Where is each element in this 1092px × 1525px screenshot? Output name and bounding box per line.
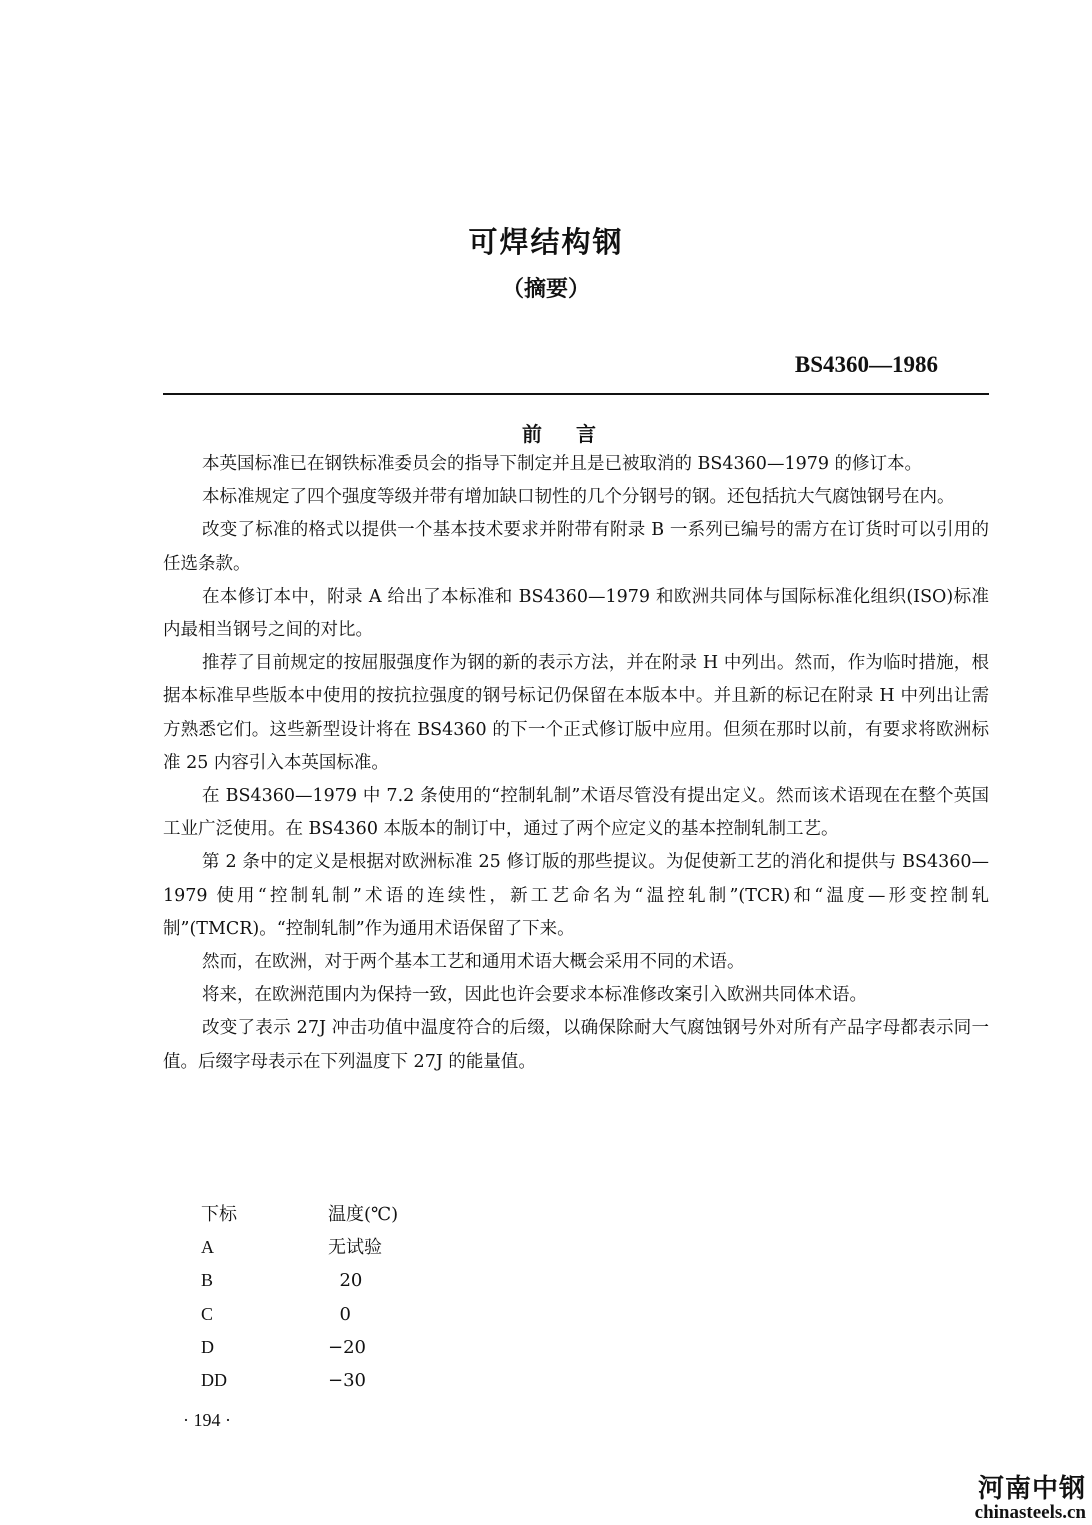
cell-temperature: −30 (328, 1369, 366, 1391)
watermark-url: chinasteels.cn (974, 1502, 1086, 1523)
paragraph: 第 2 条中的定义是根据对欧洲标准 25 修订版的那些提议。为促使新工艺的消化和提供与 BS4360—1979 使用“控制轧制”术语的连续性，新工艺命名为“温控轧制”(TCR)和“温度—形变控制轧制”(TMCR)。“控制轧制”作为通用术语保留了下来。 (163, 852, 989, 939)
table-row (201, 1231, 468, 1264)
watermark (975, 1475, 1086, 1523)
cell-subscript: D (201, 1336, 214, 1357)
cell-subscript: A (201, 1237, 214, 1258)
table-row (201, 1264, 468, 1297)
paragraph: 改变了表示 27J 冲击功值中温度符合的后缀，以确保除耐大气腐蚀钢号外对所有产品字母都表示同一值。后缀字母表示在下列温度下 27J 的能量值。 (163, 1018, 989, 1072)
page-number: · 194 · (183, 1410, 231, 1430)
watermark-name: 河南中钢 (977, 1474, 1086, 1504)
paragraph: 在本修订本中，附录 A 给出了本标准和 BS4360—1979 和欧洲共同体与国际标准化组织(ISO)标准内最相当钢号之间的对比。 (163, 586, 989, 641)
section-heading: 前言 (522, 422, 630, 446)
paragraph: 将来，在欧洲范围内为保持一致，因此也许会要求本标准修改案引入欧洲共同体术语。 (202, 985, 867, 1006)
cell-temperature: −20 (328, 1336, 366, 1358)
cell-subscript: B (201, 1270, 214, 1291)
table-row (201, 1298, 468, 1331)
cell-subscript: C (201, 1303, 214, 1324)
temperature-table (201, 1198, 468, 1397)
cell-temperature: 无试验 (328, 1237, 382, 1259)
cell-temperature: 20 (328, 1270, 363, 1292)
table-row (201, 1364, 468, 1397)
cell-subscript: DD (201, 1369, 227, 1390)
paragraph: 推荐了目前规定的按屈服强度作为钢的新的表示方法，并在附录 H 中列出。然而，作为临时措施，根据本标准早些版本中使用的按抗拉强度的钢号标记仍保留在本版本中。并且新的标记在附录 H 中列出让需方熟悉它们。这些新型设计将在 BS4360 的下一个正式修订版中应用。但须在那时以前，有要求将欧洲标准 25 内容引入本英国标准。 (163, 653, 989, 773)
paragraph: 在 BS4360—1979 中 7.2 条使用的“控制轧制”术语尽管没有提出定义。然而该术语现在在整个英国工业广泛使用。在 BS4360 本版本的制订中，通过了两个应定义的基本控制轧制工艺。 (163, 786, 989, 840)
paragraph: 然而，在欧洲，对于两个基本工艺和通用术语大概会采用不同的术语。 (202, 952, 745, 973)
table-row (201, 1331, 468, 1364)
document-title: 可焊结构钢 (468, 225, 624, 259)
header-temperature: 温度(℃) (328, 1204, 399, 1225)
paragraph: 改变了标准的格式以提供一个基本技术要求并附带有附录 B 一系列已编号的需方在订货时可以引用的任选条款。 (163, 520, 989, 574)
header-rule (163, 393, 989, 395)
standard-code: BS4360—1986 (794, 352, 938, 377)
document-subtitle: （摘要） (501, 277, 590, 302)
paragraph: 本英国标准已在钢铁标准委员会的指导下制定并且是已被取消的 BS4360—1979 的修订本。 (202, 454, 923, 474)
table-header-row (201, 1198, 468, 1231)
paragraph: 本标准规定了四个强度等级并带有增加缺口韧性的几个分钢号的钢。还包括抗大气腐蚀钢号在内。 (202, 487, 955, 508)
cell-temperature: 0 (328, 1303, 351, 1325)
header-subscript: 下标 (201, 1204, 237, 1225)
document-body (163, 448, 989, 1079)
